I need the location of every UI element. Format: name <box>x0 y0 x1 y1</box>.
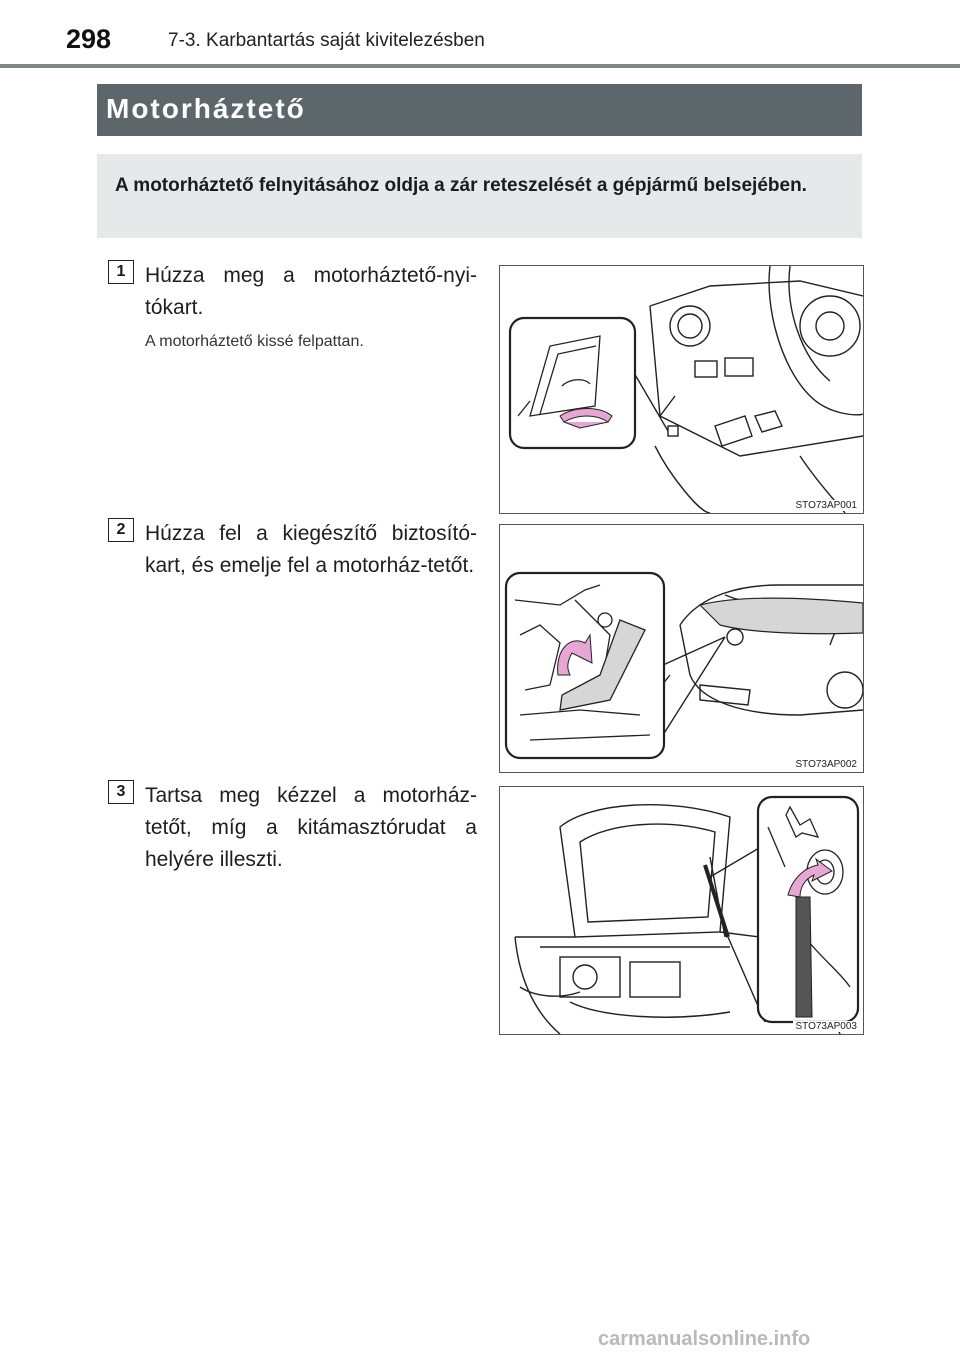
page-number: 298 <box>66 24 112 54</box>
step-1-text: Húzza meg a motorháztető-nyi-tókart. <box>145 264 477 319</box>
section-heading-bar <box>97 84 862 136</box>
step-3-badge: 3 <box>108 780 134 804</box>
engine-bay-illustration <box>500 787 863 1034</box>
step-1-badge: 1 <box>108 260 134 284</box>
intro-text: A motorháztető felnyitásához oldja a zár reteszelését a gépjármű belsejében. <box>115 175 807 196</box>
figure-code: STO73AP001 <box>795 500 857 511</box>
figure-hood-release-lever <box>499 265 864 514</box>
dashboard-illustration <box>500 266 863 513</box>
step-3-text: Tartsa meg kézzel a motorház-tetőt, míg a kitámasztórudat a helyére illeszti. <box>145 784 477 871</box>
figure-code: STO73AP003 <box>795 1021 857 1032</box>
hood-catch-illustration <box>500 525 863 772</box>
step-2-badge: 2 <box>108 518 134 542</box>
watermark: carmanualsonline.info <box>598 1328 811 1350</box>
chapter-title: 7-3. Karbantartás saját kivitelezésben <box>168 30 485 51</box>
figure-hood-support-rod <box>499 786 864 1035</box>
figure-code: STO73AP002 <box>795 759 857 770</box>
step-2-text: Húzza fel a kiegészítő biztosító-kart, és emelje fel a motorház-tetőt. <box>145 522 477 577</box>
step-1-note: A motorháztető kissé felpattan. <box>145 333 364 350</box>
section-title: Motorháztető <box>106 93 306 124</box>
figure-safety-catch <box>499 524 864 773</box>
intro-box <box>97 154 862 238</box>
header-divider <box>0 64 960 68</box>
